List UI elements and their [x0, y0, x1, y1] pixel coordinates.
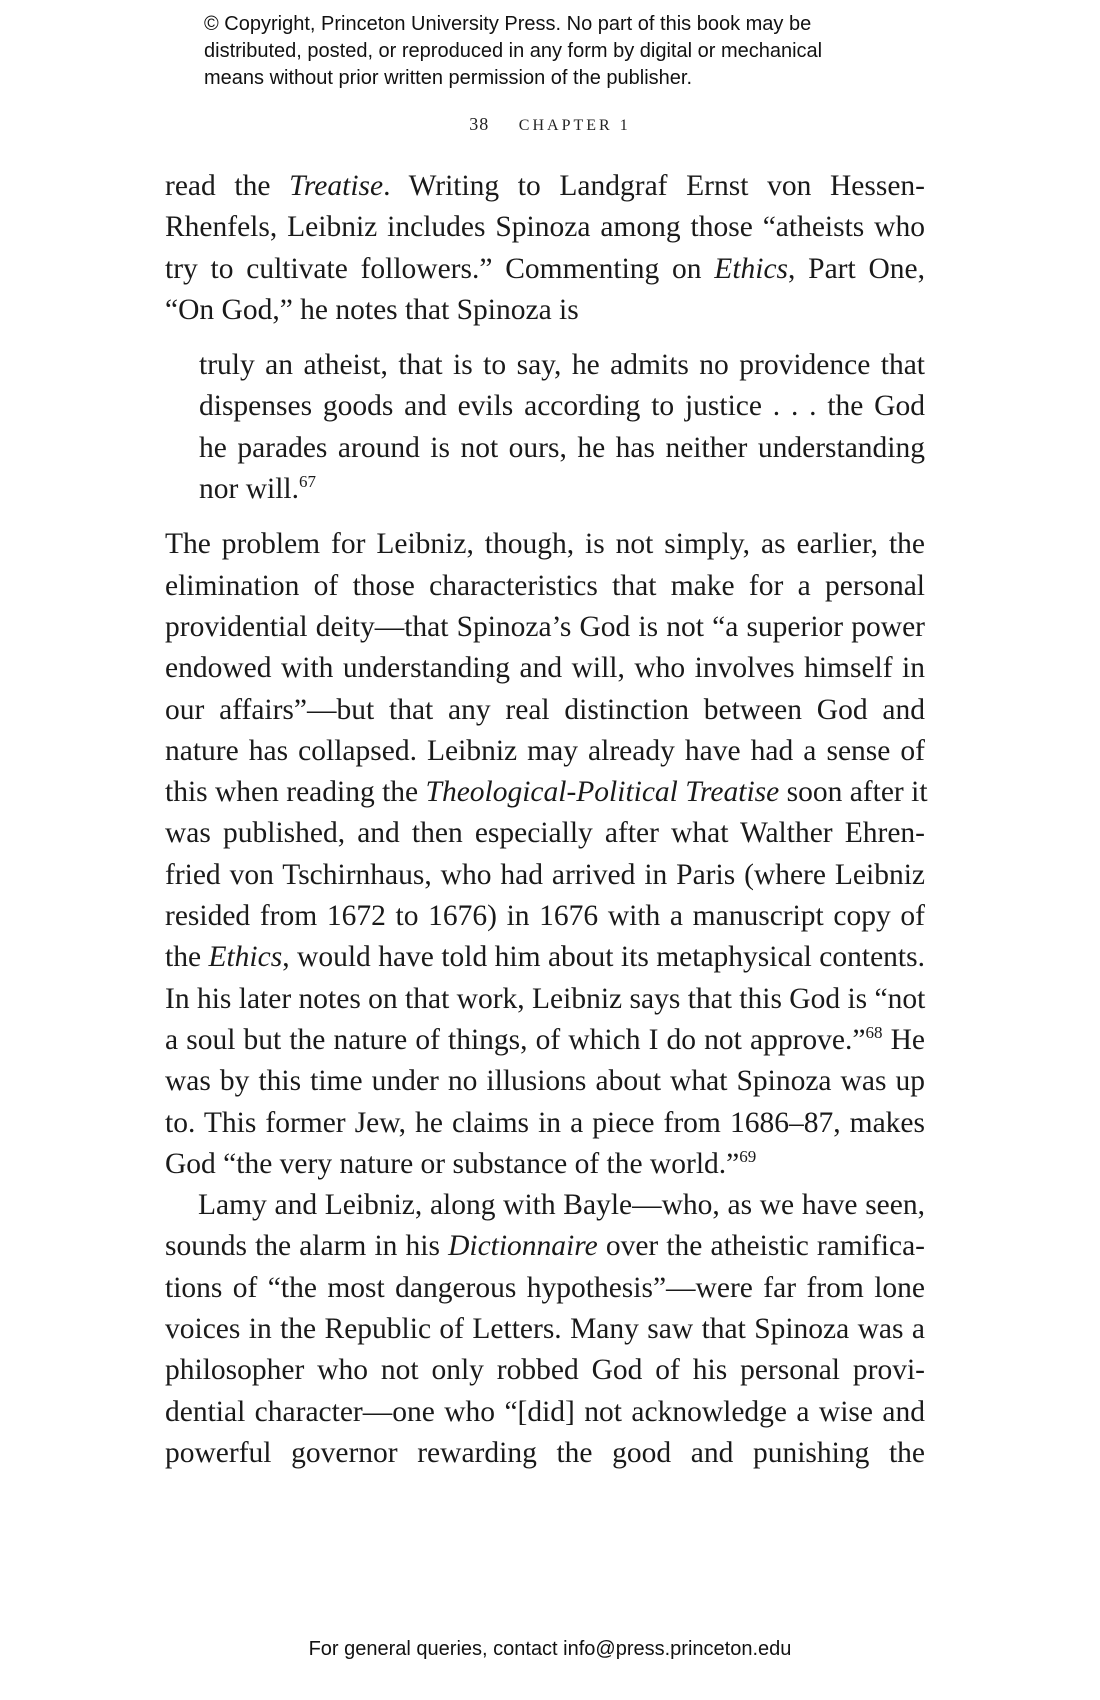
- text-run: tions of “the most dangerous hypothesis”—were far from lone: [165, 1271, 925, 1304]
- footer-contact: For general queries, contact info@press.princeton.edu: [308, 1638, 792, 1660]
- text-line: [165, 979, 925, 1020]
- body-text: [165, 166, 928, 1474]
- text-line: [165, 1103, 925, 1144]
- text-run: He: [882, 1023, 925, 1056]
- text-run: sounds the alarm in his: [165, 1230, 449, 1263]
- text-run: over the atheistic ramifica-: [597, 1230, 925, 1263]
- text-run: Lamy and Leibniz, along with Bayle—who, as we have seen,: [198, 1189, 925, 1222]
- text-run: In his later notes on that work, Leibniz says that this God is “not: [165, 982, 926, 1015]
- text-run: truly an atheist, that is to say, he admits no providence that: [199, 349, 925, 382]
- chapter-title: CHAPTER 1: [518, 117, 631, 134]
- text-run: dispenses goods and evils according to justice . . . the God: [199, 390, 925, 423]
- text-line: [199, 345, 925, 386]
- text-run: read the: [165, 170, 290, 202]
- text-run: . Writing to Landgraf Ernst von Hessen-: [383, 170, 925, 202]
- italic-title: Ethics: [208, 941, 283, 974]
- text-line: [165, 1268, 925, 1309]
- text-run: dential character—one who “[did] not acknowledge a wise and: [165, 1395, 925, 1428]
- text-run: Rhenfels, Leibniz includes Spinoza among those “atheists who: [165, 211, 925, 244]
- italic-title: Theological-Political Treatise: [425, 776, 780, 809]
- text-line: [165, 690, 925, 731]
- text-line: [165, 1226, 925, 1267]
- text-line: [165, 896, 925, 937]
- italic-title: Dictionnaire: [448, 1230, 598, 1263]
- text-line: [165, 1061, 925, 1102]
- text-line: [165, 937, 925, 978]
- text-run: , Part One,: [788, 252, 925, 285]
- block-quote: [199, 345, 925, 510]
- text-run: our affairs”—but that any real distinction between God and: [165, 693, 925, 726]
- text-run: philosopher who not only robbed God of his personal provi-: [165, 1354, 925, 1387]
- copyright-notice: [204, 11, 924, 92]
- text-run: to. This former Jew, he claims in a piece from 1686–87, makes: [165, 1106, 925, 1139]
- text-line: [165, 524, 925, 565]
- text-line: [199, 386, 925, 427]
- text-run: elimination of those characteristics that make for a personal: [165, 569, 925, 602]
- text-run: fried von Tschirnhaus, who had arrived in Paris (where Leibniz: [165, 858, 925, 891]
- text-run: resided from 1672 to 1676) in 1676 with a manuscript copy of: [165, 900, 925, 933]
- text-run: powerful governor rewarding the good and punishing the: [165, 1436, 925, 1469]
- footnote-ref: 69: [739, 1146, 757, 1166]
- page-number: 38: [469, 114, 490, 134]
- footnote-ref: 68: [865, 1022, 883, 1042]
- text-run: nature has collapsed. Leibniz may already have had a sense of: [165, 734, 925, 767]
- text-run: God “the very nature or substance of the world.”: [165, 1147, 740, 1180]
- text-line: [165, 1433, 925, 1474]
- text-run: a soul but the nature of things, of which I do not approve.”: [165, 1023, 866, 1056]
- text-line: [165, 731, 925, 772]
- text-line: [165, 166, 925, 207]
- text-run: , would have told him about its metaphysical contents.: [282, 941, 925, 974]
- text-line: [165, 249, 925, 290]
- footnote-ref: 67: [298, 472, 316, 492]
- text-run: try to cultivate followers.” Commenting on: [165, 252, 715, 285]
- text-line: [165, 1350, 925, 1391]
- text-line: [165, 772, 928, 813]
- paragraph-2: [165, 524, 928, 1185]
- running-head: [0, 114, 1100, 135]
- text-line: [199, 469, 925, 510]
- italic-title: Ethics: [714, 252, 789, 285]
- text-run: providential deity—that Spinoza’s God is not “a superior power: [165, 610, 925, 643]
- text-run: endowed with understanding and will, who involves himself in: [165, 652, 925, 685]
- text-line: [165, 1185, 925, 1226]
- text-run: nor will.: [199, 473, 299, 506]
- text-run: was published, and then especially after what Walther Ehren-: [165, 817, 925, 850]
- text-line: [165, 813, 925, 854]
- text-run: soon after it: [779, 776, 928, 809]
- text-run: was by this time under no illusions about what Spinoza was up: [165, 1065, 925, 1098]
- copyright-line: means without prior written permission of the publisher.: [204, 67, 693, 89]
- text-line: [165, 290, 925, 331]
- text-line: [199, 428, 925, 469]
- text-run: “On God,” he notes that Spinoza is: [165, 293, 579, 326]
- text-run: voices in the Republic of Letters. Many saw that Spinoza was a: [165, 1313, 925, 1346]
- text-run: this when reading the: [165, 776, 426, 809]
- text-line: [165, 648, 925, 689]
- text-run: The problem for Leibniz, though, is not simply, as earlier, the: [165, 528, 925, 561]
- text-line: [165, 207, 925, 248]
- paragraph-1: [165, 166, 925, 331]
- text-line: [165, 566, 925, 607]
- text-line: [165, 607, 925, 648]
- text-line: [165, 1020, 925, 1061]
- text-run: the: [165, 941, 209, 974]
- text-run: he parades around is not ours, he has neither understanding: [199, 431, 925, 464]
- paragraph-3: [165, 1185, 925, 1474]
- italic-title: Treatise: [289, 170, 384, 202]
- text-line: [165, 1392, 925, 1433]
- text-line: [165, 1144, 925, 1185]
- text-line: [165, 1309, 925, 1350]
- copyright-line: © Copyright, Princeton University Press. No part of this book may be: [204, 13, 812, 35]
- text-line: [165, 855, 925, 896]
- copyright-line: distributed, posted, or reproduced in any form by digital or mechanical: [204, 40, 823, 62]
